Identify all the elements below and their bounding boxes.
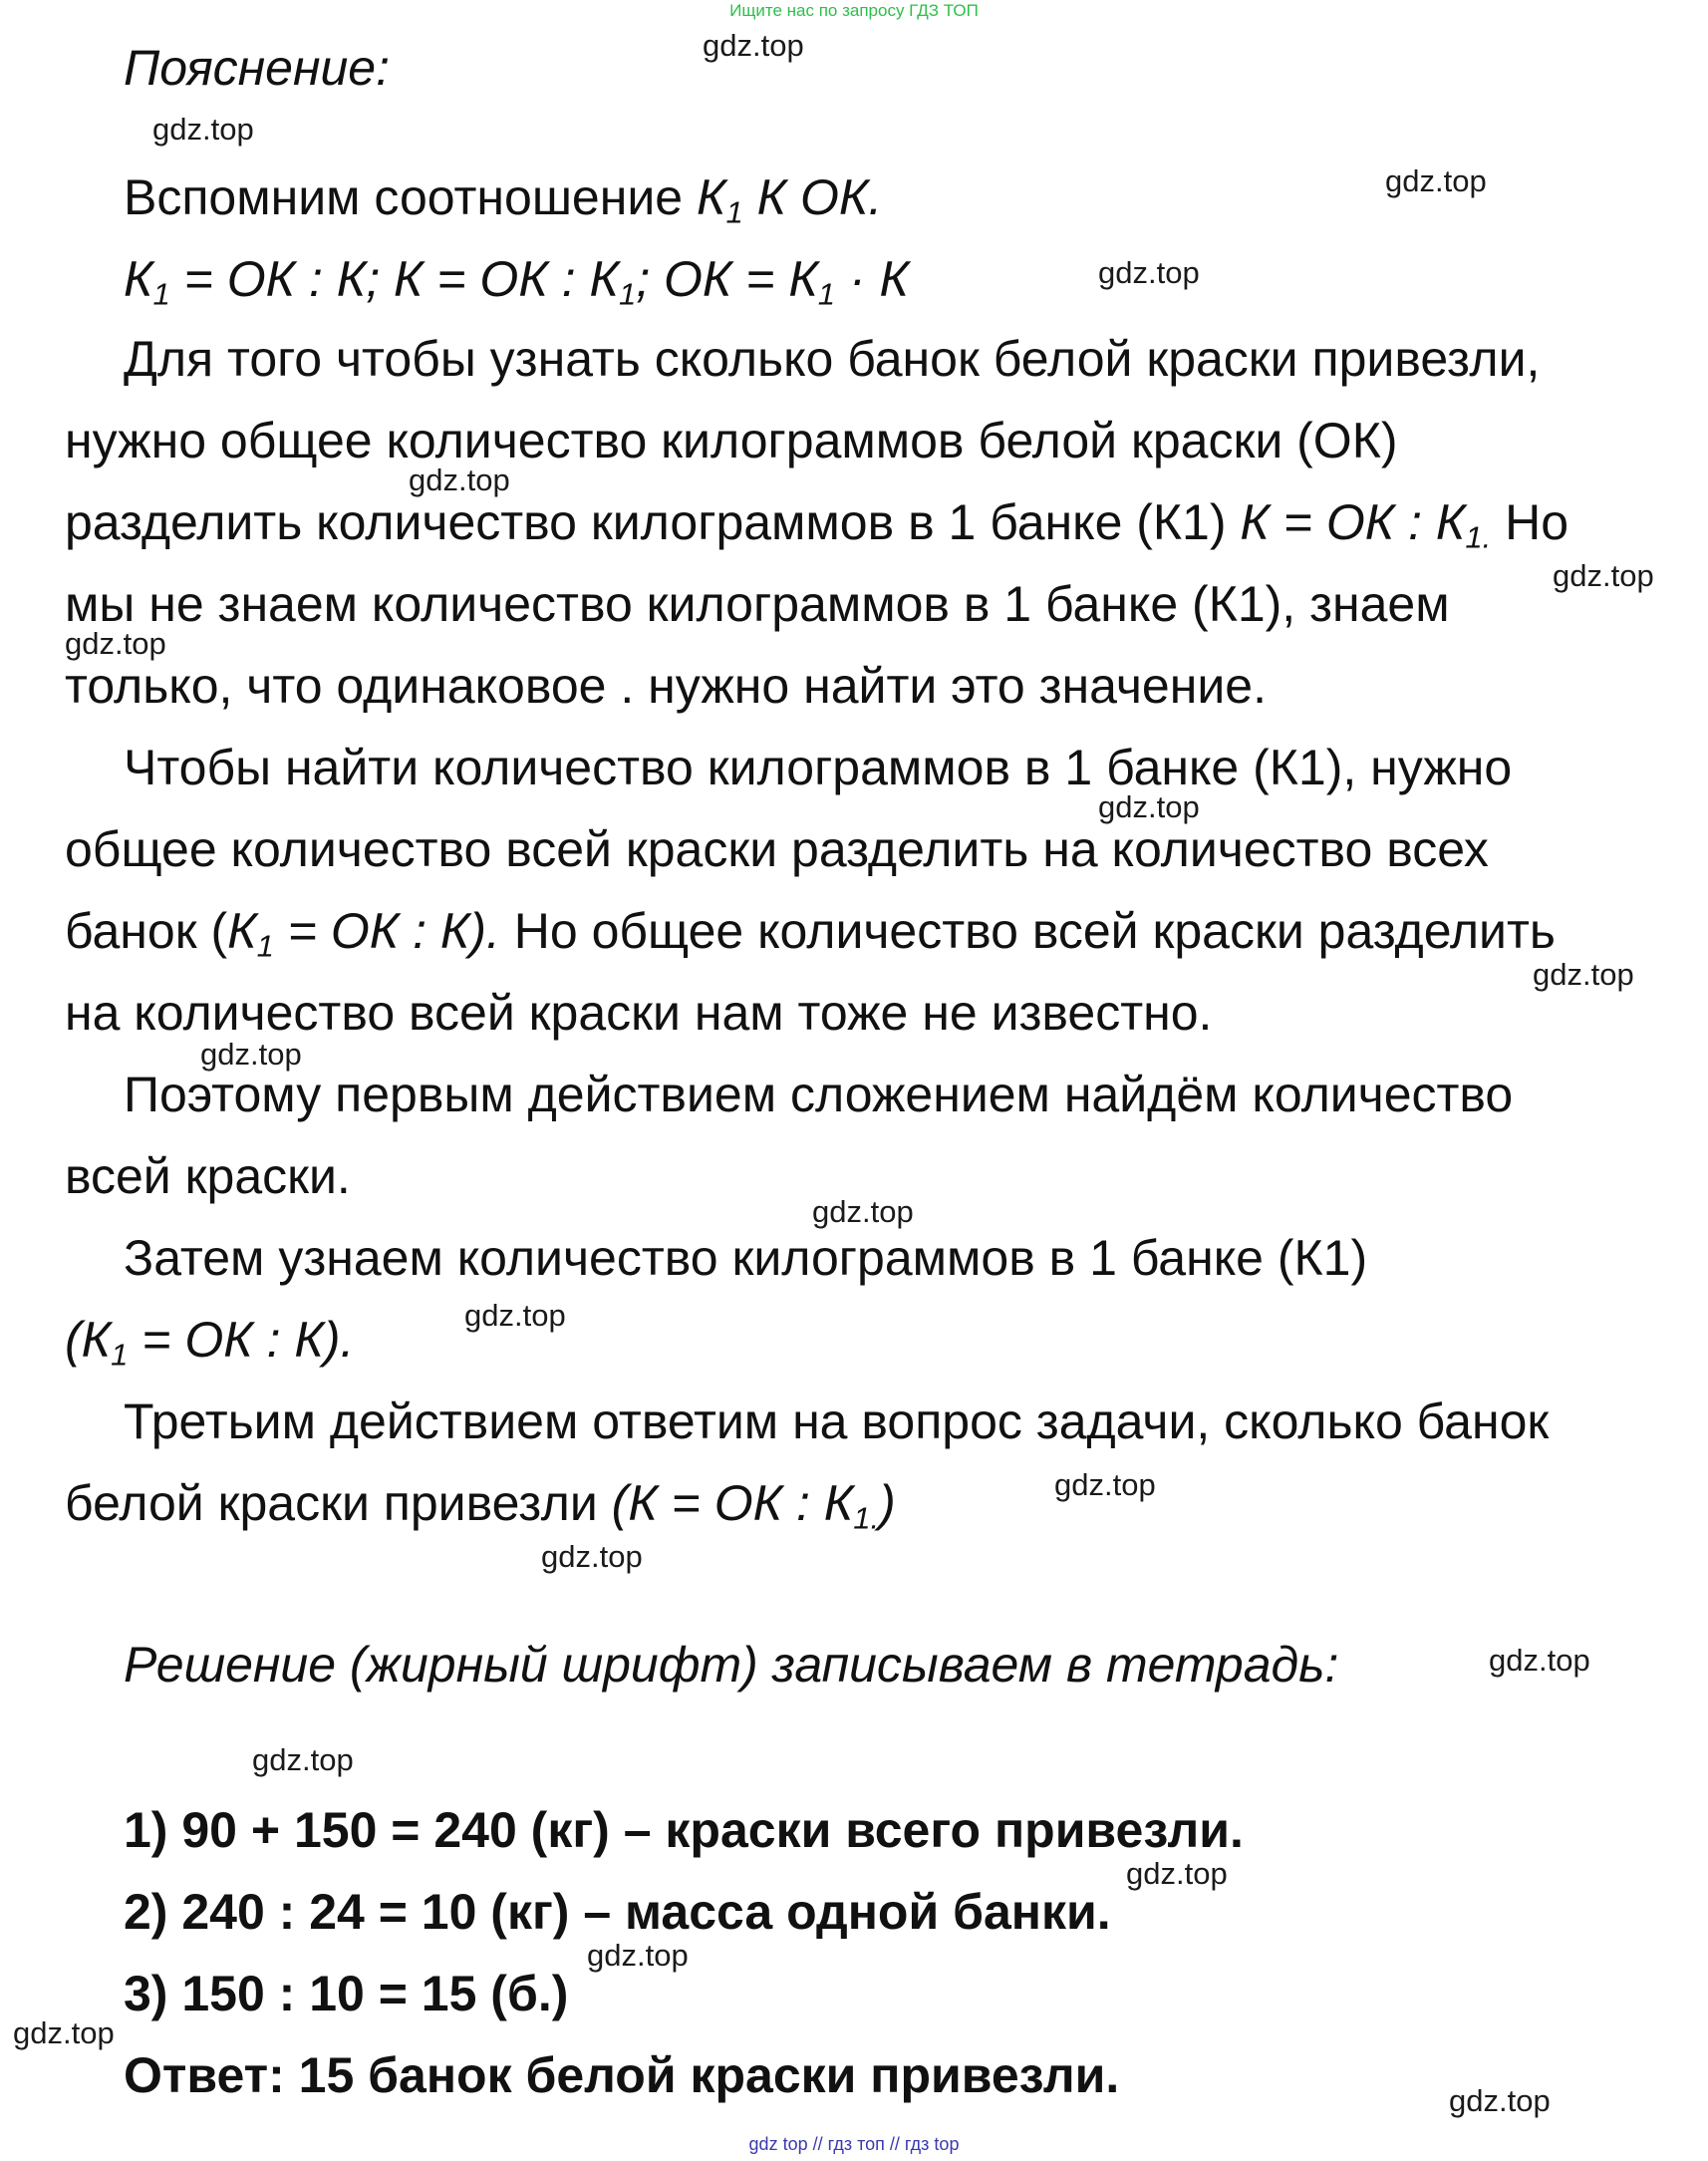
- watermark: gdz.top: [703, 28, 804, 63]
- watermark: gdz.top: [1533, 957, 1634, 992]
- watermark: gdz.top: [1054, 1467, 1156, 1502]
- watermark: gdz.top: [541, 1539, 643, 1574]
- watermark: gdz.top: [252, 1742, 354, 1777]
- solution-step-1: 1) 90 + 150 = 240 (кг) – краски всего привезли.: [124, 1802, 1244, 1858]
- watermark: gdz.top: [812, 1194, 914, 1229]
- watermark: gdz.top: [1126, 1856, 1228, 1891]
- formula-line: $К_1$ = ОК : К; К = ОК : $К_1$; ОК = $К_1 \cdot К$: [124, 251, 909, 312]
- watermark: gdz.top: [464, 1298, 566, 1333]
- watermark: gdz.top: [13, 2015, 115, 2050]
- solution-step-3: 3) 150 : 10 = 15 (б.): [124, 1966, 569, 2021]
- watermark: gdz.top: [152, 112, 254, 147]
- paragraph2-line2: общее количество всей краски разделить на количество всех: [65, 821, 1489, 877]
- watermark: gdz.top: [1098, 789, 1200, 824]
- watermark: gdz.top: [1553, 558, 1654, 593]
- explanation-heading: Пояснение:: [124, 40, 390, 96]
- watermark: gdz.top: [200, 1037, 302, 1072]
- paragraph4-line1: Затем узнаем количество килограммов в 1 банке (К1): [124, 1230, 1368, 1286]
- watermark: gdz.top: [1385, 163, 1487, 198]
- paragraph2-line3: банок ($К_1$ = ОК : К). Но общее количество всей краски разделить: [65, 903, 1556, 964]
- paragraph1-line4: мы не знаем количество килограммов в 1 банке (К1), знаем: [65, 576, 1450, 632]
- paragraph1-line1: Для того чтобы узнать сколько банок белой краски привезли,: [124, 331, 1541, 387]
- watermark: gdz.top: [1098, 255, 1200, 290]
- paragraph5-line1: Третьим действием ответим на вопрос задачи, сколько банок: [124, 1393, 1550, 1449]
- answer-line: Ответ: 15 банок белой краски привезли.: [124, 2047, 1120, 2103]
- solution-step-2: 2) 240 : 24 = 10 (кг) – масса одной банки.: [124, 1884, 1111, 1940]
- watermark: gdz.top: [1489, 1643, 1590, 1678]
- top-banner: Ищите нас по запросу ГДЗ ТОП: [729, 1, 979, 20]
- paragraph5-line2: белой краски привезли (К = ОК : $К_{1.}$): [65, 1475, 896, 1536]
- recall-line: Вспомним соотношение $К_1$ К ОК.: [124, 169, 883, 230]
- paragraph2-line1: Чтобы найти количество килограммов в 1 банке (К1), нужно: [124, 740, 1513, 795]
- watermark: gdz.top: [1449, 2083, 1551, 2118]
- paragraph3-line2: всей краски.: [65, 1148, 351, 1204]
- watermark: gdz.top: [409, 463, 510, 497]
- paragraph1-line2: нужно общее количество килограммов белой краски (ОК): [65, 413, 1398, 468]
- watermark: gdz.top: [587, 1938, 689, 1973]
- paragraph4-line2: ($К_1$ = ОК : К).: [65, 1312, 355, 1373]
- footer-links: gdz top // гдз топ // гдз top: [748, 2134, 960, 2154]
- paragraph1-line3: разделить количество килограммов в 1 банке (К1) К = ОК : $К_{1.}$ Но: [65, 494, 1569, 555]
- solution-heading: Решение (жирный шрифт) записываем в тетрадь:: [124, 1637, 1339, 1693]
- paragraph2-line4: на количество всей краски нам тоже не известно.: [65, 985, 1213, 1041]
- watermark: gdz.top: [65, 626, 166, 661]
- paragraph3-line1: Поэтому первым действием сложением найдём количество: [124, 1067, 1514, 1122]
- paragraph1-line5: только, что одинаковое . нужно найти это значение.: [65, 658, 1267, 714]
